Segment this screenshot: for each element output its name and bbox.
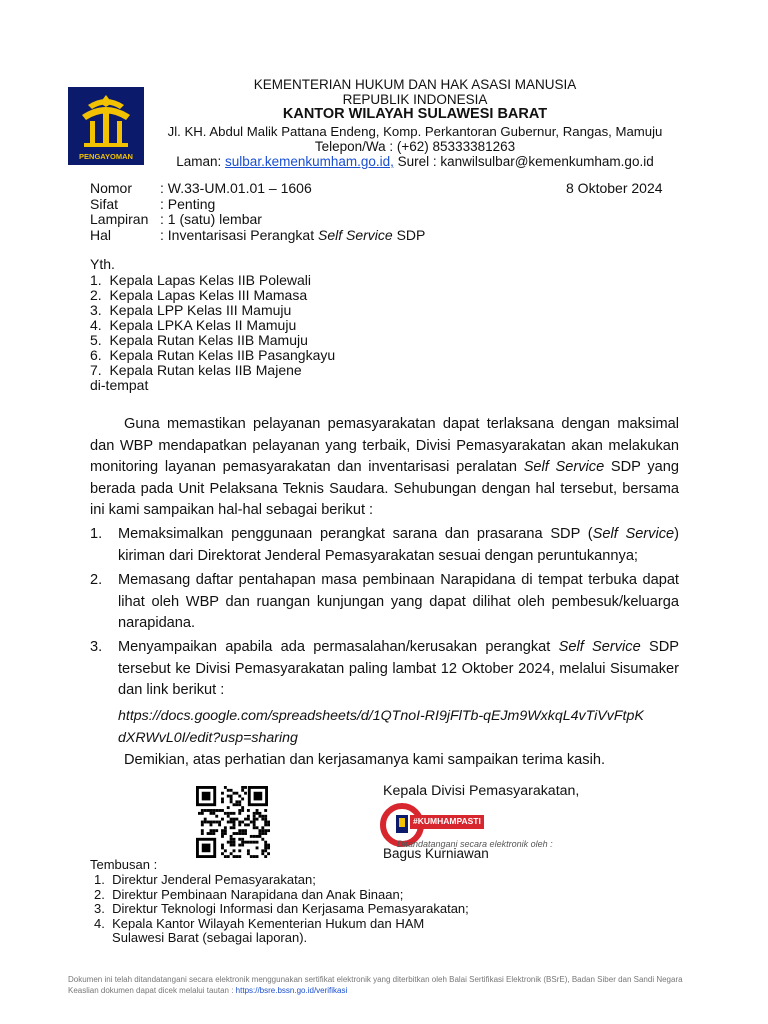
pengayoman-emblem-icon [68, 87, 144, 165]
spreadsheet-link[interactable]: https://docs.google.com/spreadsheets/d/1QTnoI-RI9jFlTb-qEJm9WxkqL4vTiVvFtpK dXRWvL0I/edit?usp=sharing [118, 708, 644, 746]
logo-label: PENGAYOMAN [79, 152, 133, 161]
surel-text: Surel : kanwilsulbar@kemenkumham.go.id [393, 154, 654, 169]
hal-value: : Inventarisasi Perangkat Self Service SDP [160, 226, 426, 243]
recipient-list [90, 273, 335, 378]
body-item-3: 3. Menyampaikan apabila ada permasalahan/kerusakan perangkat Self Service SDP tersebut ke Divisi Pemasyarakatan paling lambat 12 Oktober 2024, melalui Sisumaker dan link berikut : [90, 639, 680, 698]
header-office: KANTOR WILAYAH SULAWESI BARAT [282, 106, 548, 122]
sifat-key: Sifat [90, 195, 119, 212]
tembusan-item: 2. Direktur Pembinaan Narapidana dan Anak Binaan; [94, 886, 404, 902]
hal-key: Hal [90, 226, 112, 243]
footer-notice [68, 974, 748, 996]
bsre-link[interactable]: https://bsre.bssn.go.id/verifikasi [235, 986, 348, 995]
badge-text: #KUMHAMPASTI [413, 816, 481, 826]
kemenkumham-logo [68, 87, 144, 165]
header-contact [150, 154, 680, 169]
tembusan-item: 3. Direktur Teknologi Informasi dan Kerjasama Pemasyarakatan; [94, 901, 469, 916]
website-link[interactable]: sulbar.kemenkumham.go.id, [225, 154, 394, 169]
header-republic: REPUBLIK INDONESIA [342, 92, 488, 107]
recipient-item: 5. Kepala Rutan Kelas IIB Mamuju [90, 332, 308, 348]
body-item-2: 2. Memasang daftar pentahapan masa pembinaan Narapidana di tempat terbuka dapat lihat oleh WBP dan ruangan kunjungan yang dapat dilihat oleh pembesuk/keluarga narapidana. [90, 572, 679, 631]
meta-block [90, 181, 425, 243]
header-phone: Telepon/Wa : (+62) 85333381263 [314, 139, 516, 154]
footer-line-2: Keaslian dokumen dapat dicek melalui tautan : [68, 986, 236, 995]
signatory-title: Kepala Divisi Pemasyarakatan, [383, 783, 580, 799]
recipient-item: 4. Kepala LPKA Kelas II Mamuju [90, 317, 297, 333]
recipient-item: 6. Kepala Rutan Kelas IIB Pasangkayu [90, 347, 336, 363]
tembusan-item: 4. Kepala Kantor Wilayah Kementerian Hukum dan HAM [94, 915, 425, 931]
lampiran-value: : 1 (satu) lembar [160, 211, 262, 227]
lampiran-key: Lampiran [90, 211, 149, 227]
recipient-item: 3. Kepala LPP Kelas III Mamuju [90, 302, 292, 318]
nomor-key: Nomor [90, 180, 133, 196]
recipient-item: 2. Kepala Lapas Kelas III Mamasa [90, 287, 308, 303]
recipient-item: 1. Kepala Lapas Kelas IIB Polewali [90, 272, 312, 288]
letter-date: 8 Oktober 2024 [566, 180, 663, 196]
qr-code [196, 786, 272, 858]
body-item-1: 1. Memaksimalkan penggunaan perangkat sarana dan prasarana SDP (Self Service) kiriman dari Direktorat Jenderal Pemasyarakatan sesuai dengan peruntukannya; [90, 526, 679, 564]
sifat-value: : Penting [160, 195, 216, 212]
footer-line-1: Dokumen ini telah ditandatangani secara elektronik menggunakan sertifikat elektronik yang diterbitkan oleh Balai Sertifikasi Elektronik (BSrE), Badan Siber dan Sandi Negara [68, 975, 683, 984]
tembusan-list [94, 873, 469, 946]
nomor-value: : W.33-UM.01.01 – 1606 [160, 180, 312, 196]
signatory-name: Bagus Kurniawan [383, 846, 489, 861]
tembusan-item: Sulawesi Barat (sebagai laporan). [94, 930, 308, 945]
recipient-item: 7. Kepala Rutan kelas IIB Majene [90, 362, 302, 378]
qr-code-icon [196, 786, 272, 858]
signed-note: Ditandatangani secara elektronik oleh : [397, 839, 553, 849]
body-paragraph-1: Guna memastikan pelayanan pemasyarakatan dapat terlaksana dengan maksimal dan WBP mendapatkan pelayanan yang terbaik, Divisi Pemasyarakatan akan melakukan monitoring layanan pemasyarakatan dan inventarisasi peralatan Self Service SDP yang berada pada Unit Pelaksana Teknis Saudara. Sehubungan dengan hal tersebut, bersama ini kami sampaikan hal-hal sebagai berikut : [90, 416, 679, 518]
header-address: Jl. KH. Abdul Malik Pattana Endeng, Komp. Perkantoran Gubernur, Rangas, Mamuju [167, 124, 663, 139]
closing-text: Demikian, atas perhatian dan kerjasamanya kami sampaikan terima kasih. [124, 752, 606, 768]
tembusan-item: 1. Direktur Jenderal Pemasyarakatan; [94, 872, 316, 887]
tembusan-label: Tembusan : [90, 857, 158, 872]
header-ministry: KEMENTERIAN HUKUM DAN HAK ASASI MANUSIA [253, 77, 577, 92]
recipient-yth: Yth. [90, 256, 115, 272]
laman-label: Laman: [176, 154, 226, 169]
recipient-ditempat: di-tempat [90, 377, 149, 393]
